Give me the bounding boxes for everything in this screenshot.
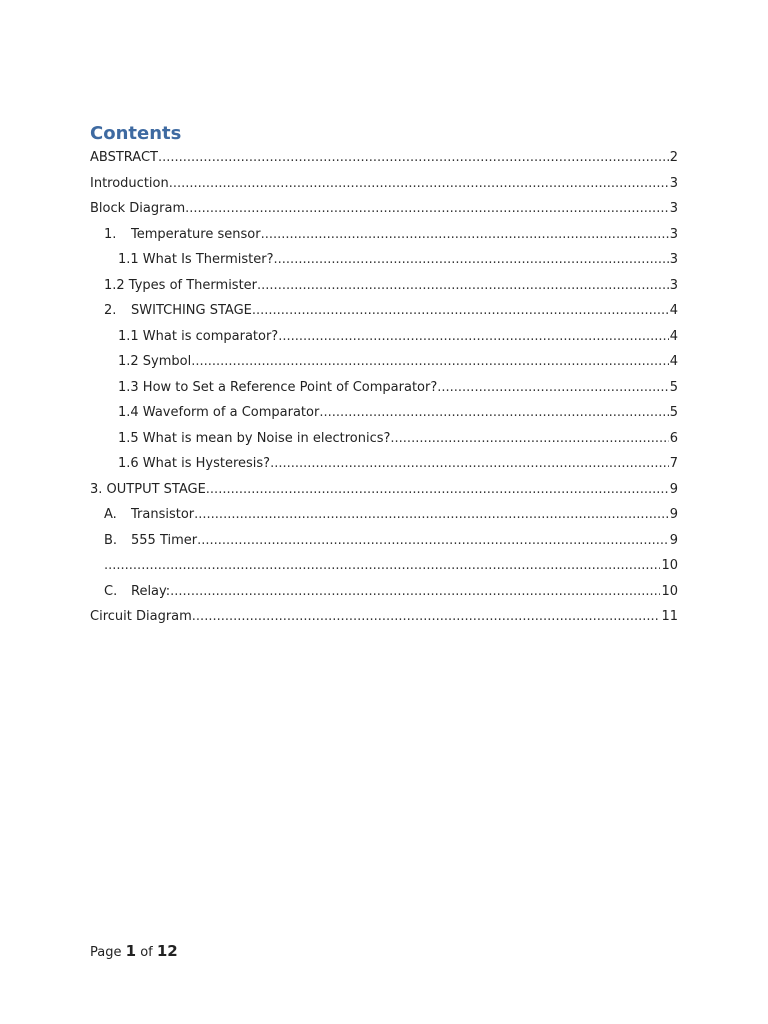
- toc-entry-title: Relay:: [131, 583, 171, 599]
- toc-entry-title: Introduction: [90, 175, 169, 191]
- toc-dot-leader: [191, 349, 668, 375]
- toc-entry-number: C.: [104, 583, 118, 599]
- toc-entry-number: B.: [104, 532, 118, 548]
- toc-entry-page-number: 2: [669, 150, 678, 165]
- toc-entry-page-number: 5: [669, 405, 678, 420]
- toc-entry-page-number: 3: [669, 201, 678, 216]
- toc-dot-leader: [158, 145, 669, 171]
- toc-entry[interactable]: [90, 298, 678, 324]
- table-of-contents: [90, 145, 678, 630]
- toc-entry[interactable]: [90, 400, 678, 426]
- toc-entry-number: 1.: [104, 226, 117, 242]
- page-footer: [90, 941, 178, 963]
- toc-entry-title: Temperature sensor: [131, 226, 261, 242]
- toc-entry-label: [90, 477, 206, 503]
- toc-entry[interactable]: [90, 247, 678, 273]
- toc-entry-label: [104, 273, 257, 299]
- toc-entry-title: 1.5 What is mean by Noise in electronics?: [118, 430, 391, 446]
- toc-dot-leader: [104, 553, 660, 579]
- toc-entry-title: 1.3 How to Set a Reference Point of Comparator?: [118, 379, 438, 395]
- toc-entry-label: [118, 324, 278, 350]
- toc-entry-label: [90, 171, 169, 197]
- toc-entry[interactable]: [90, 451, 678, 477]
- toc-entry-label: [90, 196, 185, 222]
- toc-entry[interactable]: [90, 196, 678, 222]
- toc-dot-leader: [261, 222, 669, 248]
- toc-entry-page-number: 3: [669, 226, 678, 242]
- toc-entry-label: [104, 298, 252, 324]
- toc-dot-leader: [252, 298, 669, 324]
- toc-entry[interactable]: [90, 502, 678, 528]
- toc-entry-title: 3. OUTPUT STAGE: [90, 481, 206, 497]
- toc-entry-title: ABSTRACT: [90, 150, 158, 165]
- toc-entry-title: 1.4 Waveform of a Comparator: [118, 405, 320, 420]
- toc-entry[interactable]: [90, 349, 678, 375]
- toc-entry-page-number: 3: [669, 252, 678, 267]
- toc-entry-page-number: 4: [669, 354, 678, 369]
- toc-entry-title: 1.2 Symbol: [118, 354, 192, 369]
- toc-entry-title: 555 Timer: [131, 532, 198, 548]
- toc-dot-leader: [274, 247, 669, 273]
- toc-entry-label: [104, 502, 194, 528]
- toc-entry-label: [118, 451, 270, 477]
- toc-entry[interactable]: [90, 553, 678, 579]
- toc-dot-leader: [206, 477, 669, 503]
- toc-entry[interactable]: [90, 604, 678, 630]
- toc-entry-page-number: 3: [669, 175, 678, 191]
- toc-entry[interactable]: [90, 273, 678, 299]
- toc-dot-leader: [194, 502, 669, 528]
- footer-page-label: Page: [90, 945, 122, 960]
- toc-entry-title: Circuit Diagram: [90, 609, 192, 624]
- toc-entry[interactable]: [90, 426, 678, 452]
- toc-entry-page-number: 11: [661, 609, 678, 624]
- toc-entry[interactable]: [90, 579, 678, 605]
- toc-dot-leader: [197, 528, 669, 554]
- toc-entry-page-number: 4: [669, 328, 678, 344]
- toc-entry-page-number: 3: [669, 277, 678, 293]
- toc-dot-leader: [192, 604, 661, 630]
- toc-entry[interactable]: [90, 528, 678, 554]
- contents-heading: Contents: [90, 123, 182, 144]
- toc-entry-title: Transistor: [131, 507, 195, 522]
- footer-current-page: 1: [125, 942, 137, 960]
- toc-entry[interactable]: [90, 145, 678, 171]
- toc-entry-label: [118, 349, 191, 375]
- toc-entry-title: 1.1 What is comparator?: [118, 328, 279, 344]
- toc-entry-title: SWITCHING STAGE: [131, 303, 252, 318]
- toc-entry-title: 1.2 Types of Thermister: [104, 277, 258, 293]
- toc-entry[interactable]: [90, 171, 678, 197]
- toc-entry-title: 1.1 What Is Thermister?: [118, 252, 274, 267]
- toc-entry-label: [118, 426, 390, 452]
- toc-entry-page-number: 9: [669, 481, 678, 497]
- toc-entry-page-number: 4: [669, 303, 678, 318]
- toc-entry-label: [118, 375, 437, 401]
- toc-entry-label: [104, 222, 261, 248]
- toc-entry[interactable]: [90, 324, 678, 350]
- toc-dot-leader: [169, 171, 669, 197]
- toc-entry-page-number: 9: [669, 532, 678, 548]
- toc-entry[interactable]: [90, 375, 678, 401]
- toc-entry-label: [104, 579, 170, 605]
- toc-entry-label: [90, 145, 158, 171]
- toc-entry[interactable]: [90, 222, 678, 248]
- toc-entry-title: 1.6 What is Hysteresis?: [118, 456, 271, 471]
- toc-dot-leader: [170, 579, 660, 605]
- footer-total-pages: 12: [156, 942, 178, 960]
- toc-dot-leader: [319, 400, 668, 426]
- toc-entry-title: Block Diagram: [90, 201, 186, 216]
- toc-dot-leader: [390, 426, 668, 452]
- toc-dot-leader: [185, 196, 669, 222]
- toc-entry-page-number: 10: [661, 558, 678, 573]
- toc-entry-page-number: 6: [669, 430, 678, 446]
- toc-entry-label: [118, 400, 319, 426]
- toc-entry-number: A.: [104, 507, 117, 522]
- toc-entry-number: 2.: [104, 303, 117, 318]
- toc-dot-leader: [270, 451, 669, 477]
- toc-entry[interactable]: [90, 477, 678, 503]
- footer-of-label: of: [140, 945, 153, 960]
- toc-dot-leader: [257, 273, 669, 299]
- toc-entry-page-number: 9: [669, 507, 678, 522]
- toc-entry-page-number: 10: [661, 583, 678, 599]
- toc-entry-label: [104, 528, 197, 554]
- toc-dot-leader: [278, 324, 669, 350]
- toc-entry-page-number: 5: [669, 379, 678, 395]
- toc-entry-page-number: 7: [669, 456, 678, 471]
- toc-dot-leader: [437, 375, 668, 401]
- toc-entry-label: [90, 604, 192, 630]
- toc-entry-label: [118, 247, 274, 273]
